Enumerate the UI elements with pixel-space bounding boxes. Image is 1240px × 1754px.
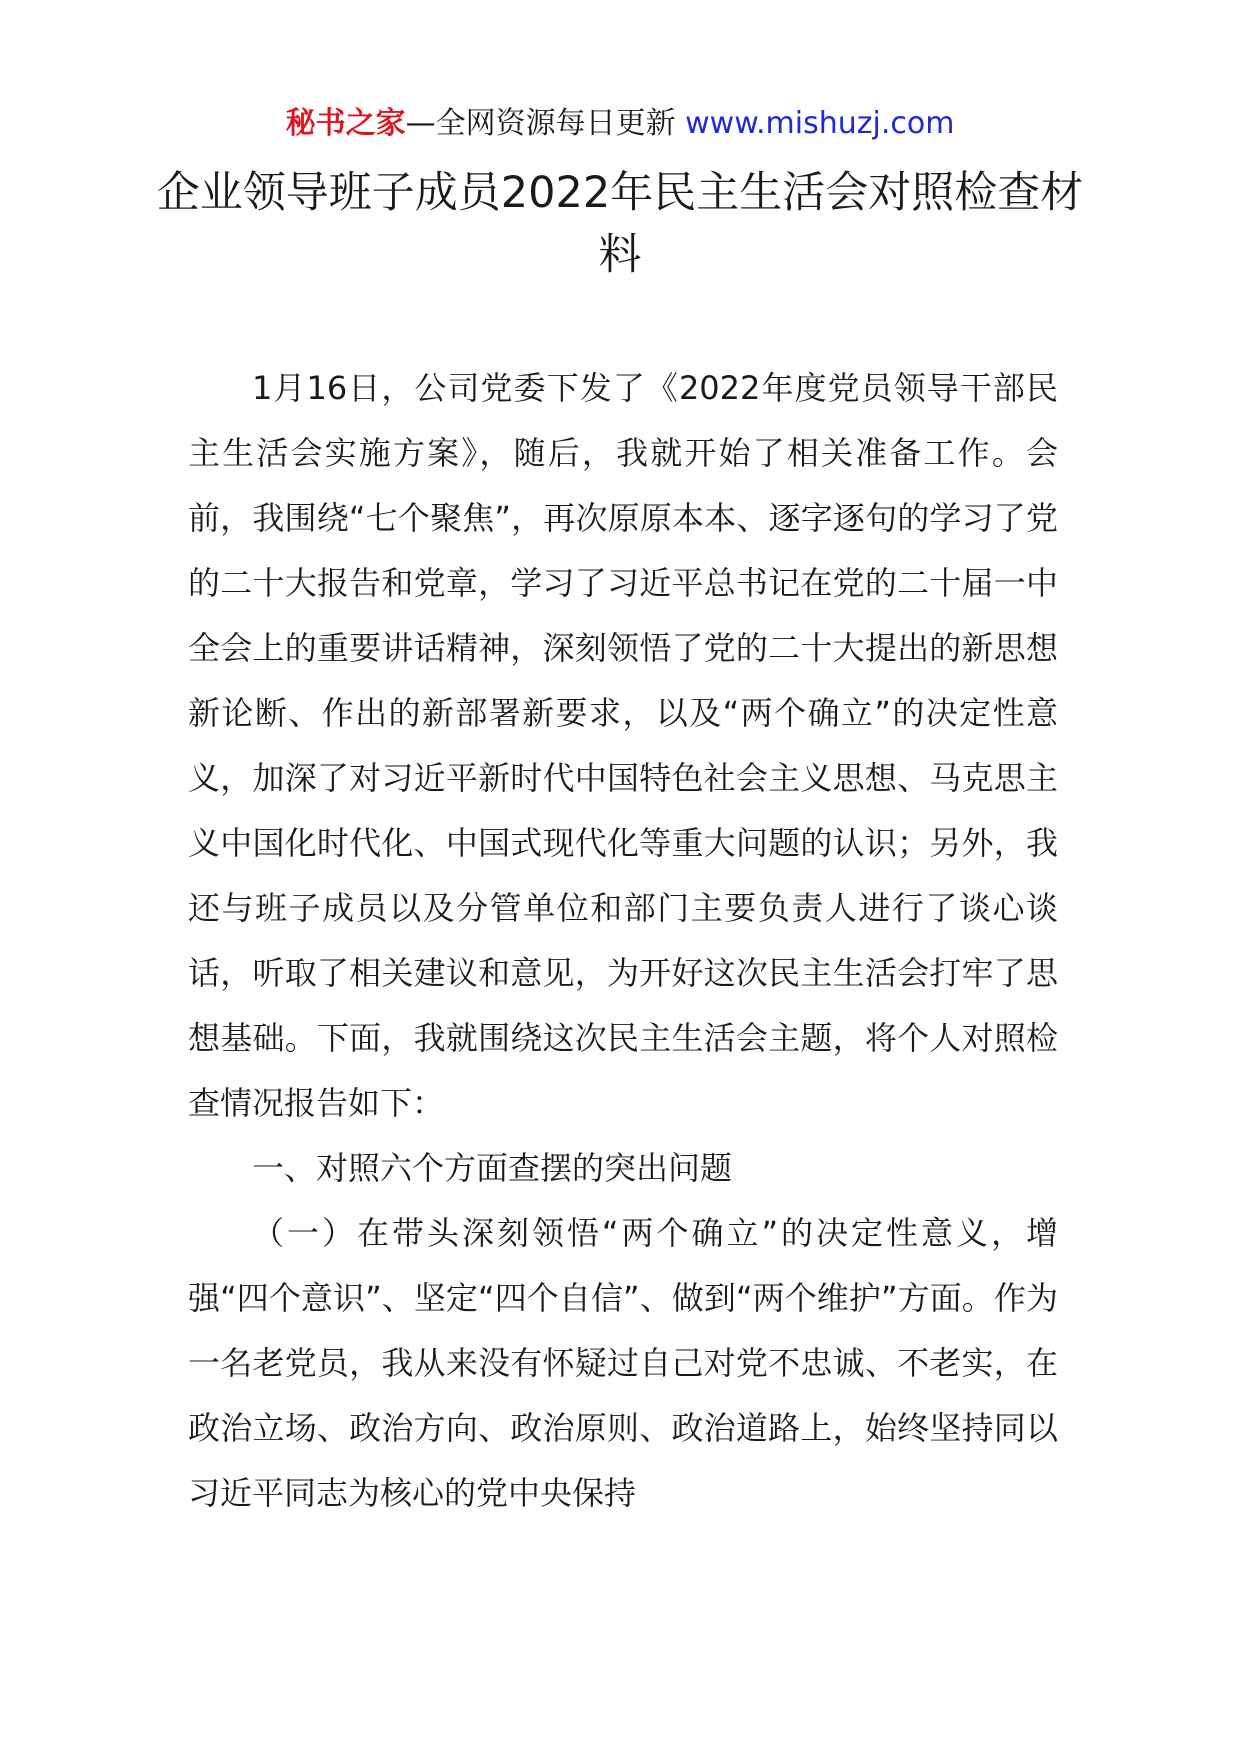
site-header (0, 104, 1240, 144)
intro-paragraph: 1月16日，公司党委下发了《2022年度党员领导干部民主生活会实施方案》，随后，我就开始了相关准备工作。会前，我围绕“七个聚焦”，再次原原本本、逐字逐句的学习了党的二十大报告和党章，学习了习近平总书记在党的二十届一中全会上的重要讲话精神，深刻领悟了党的二十大提出的新思想新论断、作出的新部署新要求，以及“两个确立”的决定性意义，加深了对习近平新时代中国特色社会主义思想、马克思主义中国化时代化、中国式现代化等重大问题的认识；另外，我还与班子成员以及分管单位和部门主要负责人进行了谈心谈话，听取了相关建议和意见，为开好这次民主生活会打牢了思想基础。下面，我就围绕这次民主生活会主题，将个人对照检查情况报告如下： (188, 369, 1058, 1122)
document-title: 企业领导班子成员2022年民主生活会对照检查材料 (156, 168, 1084, 280)
site-brand: 秘书之家 (285, 106, 406, 141)
subsection-paragraph: （一）在带头深刻领悟“两个确立”的决定性意义，增强“四个意识”、坚定“四个自信”、做到“两个维护”方面。作为一名老党员，我从来没有怀疑过自己对党不忠诚、不老实，在政治立场、政治方向、政治原则、政治道路上，始终坚持同以习近平同志为核心的党中央保持 (188, 1214, 1058, 1512)
site-url-link[interactable]: www.mishuzj.com (685, 106, 955, 141)
section-heading: 一、对照六个方面查摆的突出问题 (252, 1149, 733, 1187)
site-slogan: —全网资源每日更新 (405, 106, 686, 141)
document-body (188, 356, 1058, 1526)
